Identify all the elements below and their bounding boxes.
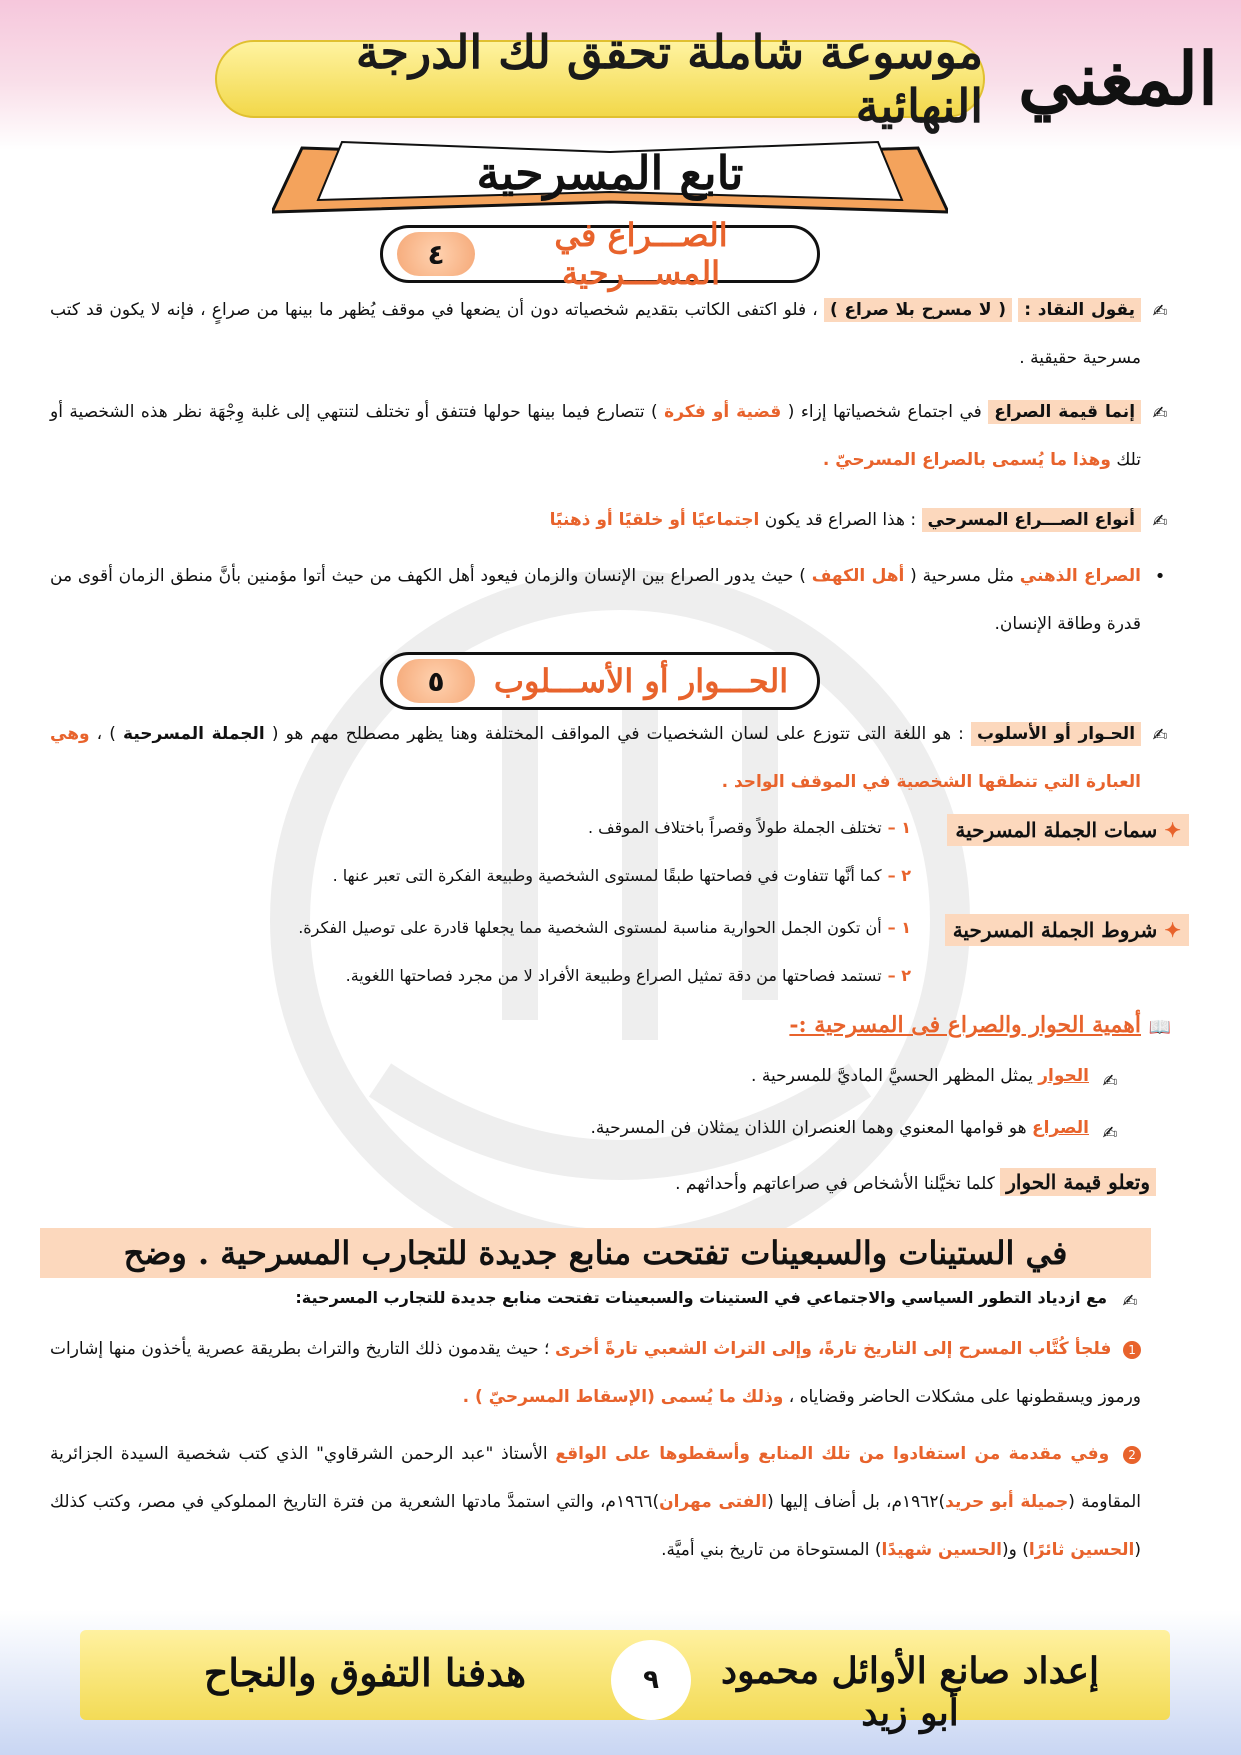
feature-item: ٢ –كما أنَّها تتفاوت في فصاحتها طبقًا لمستوى الشخصية وطبيعة الفكرة التى تعبر عنها .	[332, 866, 911, 885]
point-2: 2 وفي مقدمة من استفادوا من تلك المنابع وأسقطوها على الواقع الأستاذ "عبد الرحمن الشرقاوي" الذي كتب شخصية السيدة الجزائرية المقاومة (جميلة أبو حريد)١٩٦٢م، بل أضاف إليها (الفتى مهران)١٩٦٦م، والتي استمدَّ مادتها الشعرية من فترة التاريخ المملوكي في مصر، وكتب كذلك (الحسين ثائرًا) و(الحسين شهيدًا) المستوحاة من تاريخ بني أميَّة.	[50, 1444, 1142, 1560]
importance-heading: أهمية الحوار والصراع فى المسرحية :-	[789, 1012, 1141, 1038]
point-1-lead: فلجأ كُتَّاب المسرح إلى التاريخ تارةً، وإلى التراث الشعبي تارةً أخرى	[554, 1339, 1112, 1359]
conflict-value-highlight: قضية أو فكرة	[664, 402, 782, 422]
pin-icon: ✦	[1164, 818, 1181, 842]
feature-item: ١ –تختلف الجملة طولاً وقصراً باختلاف الموقف .	[587, 818, 911, 837]
page-number: ٩	[611, 1640, 691, 1720]
pen-bullet-icon: ✍	[1122, 1290, 1138, 1312]
book-icon: 📖	[1148, 1016, 1172, 1038]
conflict-value-label: إنما قيمة الصراع	[988, 400, 1141, 424]
header-slogan-pill	[215, 25, 985, 133]
dialogue-text2: ) ،	[96, 724, 116, 744]
dialogue-tail: وهي العبارة التي تنطقها الشخصية في الموقف الواحد .	[50, 724, 1141, 792]
conflict-types-label: أنواع الصـــراع المسرحي	[922, 508, 1142, 532]
mental-conflict-highlight: أهل الكهف	[811, 566, 905, 586]
dialogue-term: الجملة المسرحية	[123, 724, 265, 744]
critics-text: ، فلو اكتفى الكاتب بتقديم شخصياته دون أن يضعها في موقف يُظهر ما بينها من صراعٍ ، فإنه لا يكون قد كتب مسرحية حقيقية .	[50, 300, 1141, 368]
mental-conflict-text2: ) حيث يدور الصراع بين الإنسان والزمان فيعود أهل الكهف من حيث أتوا مؤمنين بأنَّ منطق الزمان أقوى من قدرة وطاقة الإنسان.	[50, 566, 1141, 634]
brand-logo	[1013, 8, 1223, 148]
pen-bullet-icon: ✍	[1152, 510, 1168, 532]
footer-author: إعداد صانع الأوائل محمود أبو زيد	[721, 1650, 1099, 1734]
conflict-value-tail: وهذا ما يُسمى بالصراع المسرحيّ .	[822, 450, 1111, 470]
intro-text: مع ازدياد التطور السياسي والاجتماعي في الستينات والسبعينات تفتحت منابع جديدة للتجارب المسرحية:	[295, 1288, 1107, 1307]
mental-conflict-label: الصراع الذهني	[1019, 566, 1142, 586]
section-4-number: ٤	[397, 232, 475, 276]
dot-bullet-icon: •	[1154, 565, 1166, 587]
page-title: تابع المسرحية	[476, 146, 744, 200]
point-1-tail: وذلك ما يُسمى (الإسقاط المسرحيّ ) .	[462, 1387, 784, 1407]
importance-item-dialogue: الحوار يمثل المظهر الحسيَّ الماديَّ للمسرحية .	[751, 1066, 1089, 1086]
pin-icon: ✦	[1164, 918, 1181, 942]
features-label: ✦ سمات الجملة المسرحية	[947, 814, 1189, 846]
footer-motto: هدفنا التفوق والنجاح	[203, 1650, 527, 1695]
critics-label: يقول النقاد :	[1018, 298, 1141, 322]
condition-item: ٢ –تستمد فصاحتها من دقة تمثيل الصراع وطبيعة الأفراد لا من مجرد فصاحتها اللغوية.	[345, 966, 911, 985]
section-4-title: الصـــراع في المســـرحية	[554, 216, 728, 292]
pen-bullet-icon: ✍	[1152, 300, 1168, 322]
number-badge-icon: 1	[1123, 1341, 1141, 1359]
section-5-title: الحـــوار أو الأســـلوب	[493, 662, 789, 700]
condition-item: ١ –أن تكون الجمل الحوارية مناسبة لمستوى الشخصية مما يجعلها قادرة على توصيل الفكرة.	[298, 918, 911, 937]
conflict-types-text: : هذا الصراع قد يكون	[764, 510, 917, 530]
paragraph-conflict-types	[50, 496, 1141, 544]
mental-conflict-text1: مثل مسرحية (	[910, 566, 1014, 586]
dialogue-text1: : هو اللغة التى تتوزع على لسان الشخصيات في المواقف المختلفة وهنا يظهر مصطلح مهم هو (	[271, 724, 964, 744]
point-1-text: ؛ حيث يقدمون ذلك التاريخ والتراث بطريقة عصرية يأخذون منها إشارات ورموز ويسقطونها على مشكلات الحاضر وقضاياه ،	[50, 1339, 1141, 1407]
importance-item-conflict: الصراع هو قوامها المعنوي وهما العنصران اللذان يمثلان فن المسرحية.	[590, 1118, 1089, 1138]
question-banner: في الستينات والسبعينات تفتحت منابع جديدة للتجارب المسرحية . وضح	[40, 1228, 1151, 1278]
pen-bullet-icon: ✍	[1152, 402, 1168, 424]
header-slogan: موسوعة شاملة تحقق لك الدرجة النهائية	[355, 25, 983, 133]
pen-bullet-icon: ✍	[1102, 1070, 1118, 1092]
point-2-lead: وفي مقدمة من استفادوا من تلك المنابع وأسقطوها على الواقع	[555, 1444, 1110, 1464]
book-title-frame	[272, 138, 948, 216]
conflict-value-text1: في اجتماع شخصياتها إزاء (	[787, 402, 982, 422]
paragraph-dialogue	[50, 710, 1141, 806]
conflict-types-list: اجتماعيًا أو خلقيًا أو ذهنيًا	[549, 510, 760, 530]
section-5-header	[380, 652, 820, 710]
section-4-header	[380, 216, 820, 292]
paragraph-conflict-value	[50, 388, 1141, 484]
number-badge-icon: 2	[1123, 1446, 1141, 1464]
importance-final: وتعلو قيمة الحوار كلما تخيَّلنا الأشخاص في صراعاتهم وأحداثهم .	[675, 1170, 1156, 1194]
logo-text: المغني	[1017, 35, 1219, 121]
section-5-number: ٥	[397, 659, 475, 703]
conflict-value-text2: ) تتصارع فيما بينها حولها فتتفق أو تختلف لتنتهي إلى غلبة وِجْهَة نظر هذه الشخصية أو تلك	[50, 402, 1141, 470]
paragraph-mental-conflict	[50, 552, 1141, 648]
paragraph-critics	[50, 286, 1141, 382]
critics-quote: ( لا مسرح بلا صراع )	[824, 298, 1012, 322]
pen-bullet-icon: ✍	[1102, 1122, 1118, 1144]
pen-bullet-icon: ✍	[1152, 724, 1168, 746]
point-1	[50, 1325, 1141, 1421]
conditions-label: ✦ شروط الجملة المسرحية	[945, 914, 1189, 946]
dialogue-label: الحـوار أو الأسلوب	[971, 722, 1141, 746]
